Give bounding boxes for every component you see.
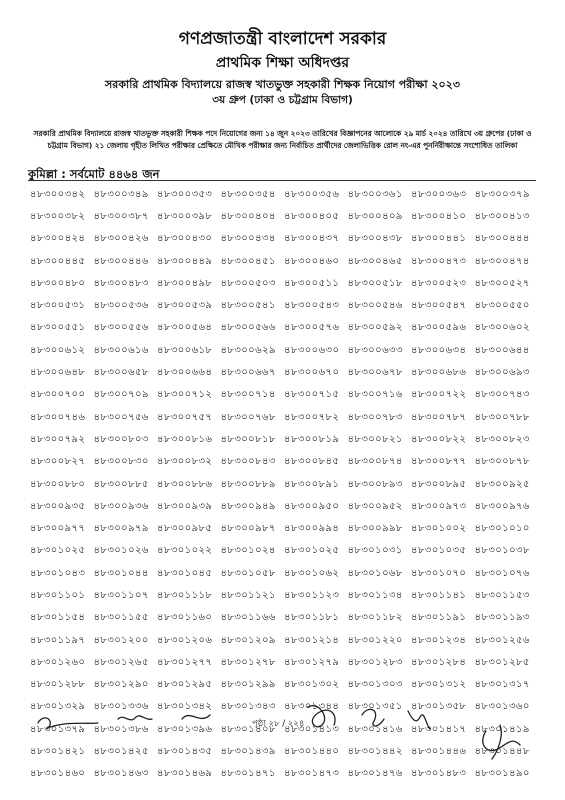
roll-number: ৪৮৩০০৮২৩ (474, 433, 530, 445)
roll-number: ৪৮৩০০৮৭৭ (411, 456, 467, 468)
roll-number: ৪৮৩০১১৫৪ (30, 612, 86, 624)
divider (28, 180, 536, 181)
roll-number: ৪৮৩০০৫৫০ (474, 300, 530, 312)
roll-number: ৪৮৩০১১৫৩ (474, 589, 530, 601)
roll-number: ৪৮৩০১০০২ (411, 523, 467, 535)
roll-number: ৪৮৩০০৯৮৭ (220, 523, 276, 535)
notice-text: সরকারি প্রাথমিক বিদ্যালয়ে রাজস্ব খাতভুক্ত সহকারী শিক্ষক পদে নিয়োগের জন্য ১৪ জুন ২০২৩ তারিখের বিজ্ঞাপনের আলোকে ২৯ মার্চ ২০২৪ তারিখে ৩য় গ্রুপের (ঢাকা ও চট্টগ্রাম বিভাগ) ২১ জেলায় গৃহীত লিখিত পরীক্ষার প্রেক্ষিতে মৌখিক পরীক্ষার জন্য নির্বাচিত প্রার্থীদের জেলাভিত্তিক রোল নং-এর পুনর্নিরীক্ষান্তে সংশোধিত তালিকা (33, 129, 532, 150)
roll-number: ৪৮৩০১২০০ (93, 634, 149, 646)
roll-number: ৪৮৩০১০৩৫ (411, 545, 467, 557)
roll-number: ৪৮৩০০৫১৮ (347, 277, 403, 289)
roll-number: ৪৮৩০০৯৫০ (284, 500, 340, 512)
roll-number: ৪৮৩০১০২৫ (30, 545, 86, 557)
roll-number: ৪৮৩০০৬৪৮ (30, 367, 86, 379)
roll-number: ৪৮৩০১১০৭ (93, 589, 149, 601)
roll-number: ৪৮৩০০৮৩২ (157, 456, 213, 468)
roll-number: ৪৮৩০০৮৯১ (284, 478, 340, 490)
roll-number: ৪৮৩০১২০৬ (157, 634, 213, 646)
roll-number: ৪৮৩০০৪৫১ (220, 255, 276, 267)
roll-number: ৪৮৩০০৮১৬ (157, 433, 213, 445)
roll-number: ৪৮৩০০৪৪৬ (93, 255, 149, 267)
roll-number: ৪৮৩০১২২০ (347, 634, 403, 646)
roll-number: ৪৮৩০০৫৪৭ (411, 300, 467, 312)
roll-number: ৪৮৩০১০৭০ (411, 567, 467, 579)
roll-number: ৪৮৩০০৮৭৮ (474, 456, 530, 468)
roll-number: ৪৮৩০০৬৬৭ (220, 367, 276, 379)
roll-number: ৪৮৩০০৯৭৬ (474, 500, 530, 512)
roll-number: ৪৮৩০১৪২৫ (93, 746, 149, 758)
roll-number: ৪৮৩০১৩১২ (411, 679, 467, 691)
roll-number: ৪৮৩০০৩৮২ (30, 210, 86, 222)
roll-number: ৪৮৩০০৭৯২ (30, 433, 86, 445)
roll-number: ৪৮৩০০৮৮০ (30, 478, 86, 490)
roll-number: ৪৮৩০০৩৯৮ (157, 210, 213, 222)
roll-number: ৪৮৩০১২১৪ (284, 634, 340, 646)
roll-number: ৪৮৩০০৫৪৩ (284, 300, 340, 312)
signatures (0, 695, 565, 785)
roll-number: ৪৮৩০০৫৫১ (30, 322, 86, 334)
roll-number: ৪৮৩০০৪৪৪ (474, 233, 530, 245)
roll-number: ৪৮৩০০৬৫৮ (93, 367, 149, 379)
roll-number: ৪৮৩০০৬৩৪ (411, 344, 467, 356)
roll-number: ৪৮৩০০৬০২ (474, 322, 530, 334)
roll-number: ৪৮৩০০৭১৫ (284, 389, 340, 401)
roll-number: ৪৮৩০১১৯৩ (474, 612, 530, 624)
roll-number: ৪৮৩০০৯৭৭ (30, 523, 86, 535)
roll-number: ৪৮৩০০৪০৪ (220, 210, 276, 222)
roll-number: ৪৮৩০১৪৪২ (347, 746, 403, 758)
roll-number: ৪৮৩০১০৩১ (347, 545, 403, 557)
roll-number: ৪৮৩০০৭৪৬ (30, 411, 86, 423)
roll-number: ৪৮৩০০৮১৯ (284, 433, 340, 445)
roll-number: ৪৮৩০১৩৩৬ (93, 701, 149, 713)
district-heading: কুমিল্লা : সর্বমোট ৪৪৬৪ জন (28, 167, 160, 181)
roll-number: ৪৮৩০০৯২৫ (474, 478, 530, 490)
roll-number: ৪৮৩০০৫৩১ (30, 300, 86, 312)
roll-number: ৪৮৩০১৪১৯ (474, 723, 530, 735)
roll-number: ৪৮৩০১১৬০ (157, 612, 213, 624)
roll-number: ৪৮৩০১১৯৭ (30, 634, 86, 646)
roll-number: ৪৮৩০০৪১০ (411, 210, 467, 222)
roll-number: ৪৮৩০০৬৩০ (284, 344, 340, 356)
roll-number: ৪৮৩০১১২৩ (284, 589, 340, 601)
roll-number: ৪৮৩০০৭৫৭ (157, 411, 213, 423)
roll-number: ৪৮৩০১২৮৮ (30, 679, 86, 691)
roll-number: ৪৮৩০০৮২১ (347, 433, 403, 445)
roll-number: ৪৮৩০০৫৪১ (220, 300, 276, 312)
roll-number: ৪৮৩০০৮৮৬ (157, 478, 213, 490)
roll-number: ৪৮৩০০৭৮৩ (347, 411, 403, 423)
roll-number: ৪৮৩০০৯৪৯ (220, 500, 276, 512)
roll-number: ৪৮৩০১৩৫১ (347, 701, 403, 713)
roll-number: ৪৮৩০১৪৬৯ (157, 768, 213, 780)
roll-number: ৪৮৩০১২৬০ (30, 656, 86, 668)
roll-number: ৪৮৩০১৪৩৫ (157, 746, 213, 758)
roll-number: ৪৮৩০১৪৪৮ (474, 746, 530, 758)
roll-number: ৪৮৩০০৭৫৬ (93, 411, 149, 423)
roll-number: ৪৮৩০০৮৯৫ (411, 478, 467, 490)
roll-number: ৪৮৩০০৮৮৫ (93, 478, 149, 490)
roll-number: ৪৮৩০০৭৮৮ (474, 411, 530, 423)
roll-number: ৪৮৩০০৭১২ (157, 389, 213, 401)
roll-number: ৪৮৩০১৪১৬ (347, 723, 403, 735)
roll-number: ৪৮৩০১২৭৭ (157, 656, 213, 668)
roll-number: ৪৮৩০০৫২৭ (474, 277, 530, 289)
roll-number: ৪৮৩০০৫৬৬ (220, 322, 276, 334)
roll-number: ৪৮৩০০৫৩৬ (93, 300, 149, 312)
roll-number: ৪৮৩০০৭৮২ (284, 411, 340, 423)
roll-number: ৪৮৩০০৪২৪ (30, 233, 86, 245)
roll-number: ৪৮৩০০৪৭৪ (474, 255, 530, 267)
roll-number: ৪৮৩০০৪৪১ (411, 233, 467, 245)
roll-number: ৪৮৩০০৬১৮ (157, 344, 213, 356)
roll-number: ৪৮৩০০৮৪৩ (220, 456, 276, 468)
roll-number: ৪৮৩০০৩৭৯ (474, 188, 530, 200)
roll-number: ৪৮৩০০৩৪৯ (93, 188, 149, 200)
roll-number: ৪৮৩০১১৫৫ (93, 612, 149, 624)
roll-number: ৪৮৩০১২০৯ (220, 634, 276, 646)
roll-number: ৪৮৩০১০৪৩ (30, 567, 86, 579)
roll-number: ৪৮৩০০৪৩৭ (284, 233, 340, 245)
roll-number: ৪৮৩০১০৭৬ (474, 567, 530, 579)
roll-number: ৪৮৩০১১৮১ (284, 612, 340, 624)
roll-number: ৪৮৩০১০২৪ (220, 545, 276, 557)
roll-number: ৪৮৩০০৩৮৭ (93, 210, 149, 222)
roll-number: ৪৮৩০১২৬৫ (93, 656, 149, 668)
roll-number: ৪৮৩০০৪৪৫ (30, 255, 86, 267)
roll-number: ৪৮৩০০৯৯৪ (284, 523, 340, 535)
roll-number: ৪৮৩০১২৮৩ (347, 656, 403, 668)
roll-number: ৪৮৩০১৩০৩ (347, 679, 403, 691)
roll-number: ৪৮৩০০৯৩৬ (93, 500, 149, 512)
roll-number: ৪৮৩০০৫৯২ (347, 322, 403, 334)
roll-number: ৪৮৩০১২৮৪ (411, 656, 467, 668)
roll-number: ৪৮৩০১০১০ (474, 523, 530, 535)
roll-number: ৪৮৩০০৪০৯ (347, 210, 403, 222)
roll-number: ৪৮৩০০৬৩৩ (347, 344, 403, 356)
roll-number: ৪৮৩০০৪৩৮ (347, 233, 403, 245)
roll-number: ৪৮৩০০৯৯৮ (347, 523, 403, 535)
roll-number: ৪৮৩০১১২১ (220, 589, 276, 601)
roll-number: ৪৮৩০০৮৩০ (93, 456, 149, 468)
roll-number: ৪৮৩০০৭৬৮ (220, 411, 276, 423)
roll-number: ৪৮৩০১৪৮৩ (411, 768, 467, 780)
roll-number: ৪৮৩০১৪৭১ (220, 768, 276, 780)
roll-number: ৪৮৩০০৬২৯ (220, 344, 276, 356)
roll-number: ৪৮৩০১০৪৪ (93, 567, 149, 579)
roll-number: ৪৮৩০০৬৪৪ (474, 344, 530, 356)
exam-title: সরকারি প্রাথমিক বিদ্যালয়ে রাজস্ব খাতভুক্ত সহকারী শিক্ষক নিয়োগ পরীক্ষা ২০২৩ (105, 78, 460, 91)
roll-number: ৪৮৩০০৫৪৬ (347, 300, 403, 312)
roll-number: ৪৮৩০১০৬৮ (347, 567, 403, 579)
roll-number: ৪৮৩০০৩৬৩ (411, 188, 467, 200)
roll-number: ৪৮৩০০৪৬০ (284, 255, 340, 267)
roll-number: ৪৮৩০০৩৫৬ (284, 188, 340, 200)
roll-number: ৪৮৩০০৬৭০ (284, 367, 340, 379)
roll-number: ৪৮৩০১১০১ (30, 589, 86, 601)
roll-number: ৪৮৩০০৭২২ (411, 389, 467, 401)
roll-number: ৪৮৩০০৭০০ (30, 389, 86, 401)
roll-number: ৪৮৩০০৩৫৩ (157, 188, 213, 200)
roll-number: ৪৮৩০১০৩৮ (474, 545, 530, 557)
roll-number: ৪৮৩০১৪০৮ (220, 723, 276, 735)
roll-number: ৪৮৩০০৪৯৮ (157, 277, 213, 289)
roll-number: ৪৮৩০১৩৪৪ (284, 701, 340, 713)
roll-number: ৪৮৩০০৫৭৬ (284, 322, 340, 334)
roll-number: ৪৮৩০০৯৭৯ (93, 523, 149, 535)
roll-number: ৪৮৩০০৭১৬ (347, 389, 403, 401)
roll-number: ৪৮৩০১৪৬০ (30, 768, 86, 780)
group-title: ৩য় গ্রুপ (ঢাকা ও চট্টগ্রাম বিভাগ) (212, 94, 353, 106)
roll-number: ৪৮৩০১৪২১ (30, 746, 86, 758)
roll-number: ৪৮৩০১২৫৬ (474, 634, 530, 646)
roll-number: ৪৮৩০০৮৯৩ (347, 478, 403, 490)
roll-number: ৪৮৩০০৫১১ (284, 277, 340, 289)
roll-number: ৪৮৩০০৪৬৫ (347, 255, 403, 267)
roll-number: ৪৮৩০১০২৫ (284, 545, 340, 557)
roll-number: ৪৮৩০১৪৪৬ (411, 746, 467, 758)
roll-number: ৪৮৩০০৪০৫ (284, 210, 340, 222)
roll-number: ৪৮৩০১১১৮ (157, 589, 213, 601)
roll-number: ৪৮৩০০৩৬১ (347, 188, 403, 200)
roll-number: ৪৮৩০১১৯১ (411, 612, 467, 624)
roll-number: ৪৮৩০০৪২৬ (93, 233, 149, 245)
roll-number: ৪৮৩০০৪৩৪ (220, 233, 276, 245)
roll-number: ৪৮৩০১৪৬৩ (93, 768, 149, 780)
roll-number: ৪৮৩০০৯৭৩ (411, 500, 467, 512)
roll-number: ৪৮৩০০৫৯৬ (411, 322, 467, 334)
roll-number: ৪৮৩০০৫৩৯ (157, 300, 213, 312)
roll-number: ৪৮৩০০৮০৩ (93, 433, 149, 445)
roll-number: ৪৮৩০১০৬২ (284, 567, 340, 579)
roll-number: ৪৮৩০০৬৬৪ (157, 367, 213, 379)
roll-number: ৪৮৩০০৬১২ (30, 344, 86, 356)
roll-number: ৪৮৩০০৫৬৪ (157, 322, 213, 334)
roll-number: ৪৮৩০০৪১৩ (474, 210, 530, 222)
roll-number: ৪৮৩০১৩০২ (284, 679, 340, 691)
roll-number: ৪৮৩০১২৯৫ (157, 679, 213, 691)
roll-number: ৪৮৩০১৩৫৮ (411, 701, 467, 713)
roll-number: ৪৮৩০০৩৫৪ (220, 188, 276, 200)
roll-number: ৪৮৩০০৮৮৯ (220, 478, 276, 490)
roll-number: ৪৮৩০১৩৬০ (474, 701, 530, 713)
roll-number: ৪৮৩০১৩৭৯ (30, 723, 86, 735)
roll-number: ৪৮৩০০৯৩৫ (30, 500, 86, 512)
roll-number: ৪৮৩০১৩২৯ (30, 701, 86, 713)
roll-number: ৪৮৩০০৭৮৭ (411, 411, 467, 423)
roll-number: ৪৮৩০০৪৭৩ (411, 255, 467, 267)
roll-number: ৪৮৩০০৯৩৯ (157, 500, 213, 512)
document-header (0, 28, 565, 107)
roll-number: ৪৮৩০১৪১৭ (411, 723, 467, 735)
roll-number: ৪৮৩০০৮২২ (411, 433, 467, 445)
roll-number: ৪৮৩০০৪৮০ (30, 277, 86, 289)
roll-number: ৪৮৩০০৬৮৬ (411, 367, 467, 379)
roll-number: ৪৮৩০০৭৪৩ (474, 389, 530, 401)
roll-number: ৪৮৩০১৩৯৬ (157, 723, 213, 735)
roll-number: ৪৮৩০০৩৪২ (30, 188, 86, 200)
roll-number: ৪৮৩০০৬১৬ (93, 344, 149, 356)
roll-number: ৪৮৩০০৫২৩ (411, 277, 467, 289)
roll-number: ৪৮৩০০৮৭৪ (347, 456, 403, 468)
roll-number: ৪৮৩০১১৩৪ (347, 589, 403, 601)
roll-number: ৪৮৩০১০৫৮ (220, 567, 276, 579)
roll-number: ৪৮৩০১৪৩৯ (220, 746, 276, 758)
roll-number: ৪৮৩০০৫৫৬ (93, 322, 149, 334)
roll-number: ৪৮৩০০৮১৮ (220, 433, 276, 445)
roll-number: ৪৮৩০১১৬৬ (220, 612, 276, 624)
roll-number: ৪৮৩০০৪৩০ (157, 233, 213, 245)
roll-number: ৪৮৩০০৮২৭ (30, 456, 86, 468)
roll-number: ৪৮৩০১৩১৭ (474, 679, 530, 691)
roll-number: ৪৮৩০০৮৪৫ (284, 456, 340, 468)
roll-number: ৪৮৩০১৩৮৬ (93, 723, 149, 735)
roll-number: ৪৮৩০১৪৭৩ (284, 768, 340, 780)
roll-number: ৪৮৩০১৪৯০ (474, 768, 530, 780)
government-title: গণপ্রজাতন্ত্রী বাংলাদেশ সরকার (178, 29, 387, 49)
roll-number: ৪৮৩০১২৯০ (93, 679, 149, 691)
roll-number: ৪৮৩০১১৪১ (411, 589, 467, 601)
roll-number: ৪৮৩০১২৯৯ (220, 679, 276, 691)
roll-number: ৪৮৩০১৩৪২ (157, 701, 213, 713)
roll-number: ৪৮৩০১২৭৮ (220, 656, 276, 668)
roll-number: ৪৮৩০০৪৪৯ (157, 255, 213, 267)
roll-number: ৪৮৩০০৯৫২ (347, 500, 403, 512)
roll-number: ৪৮৩০১২৭৯ (284, 656, 340, 668)
roll-number: ৪৮৩০০৪৮৩ (93, 277, 149, 289)
roll-number: ৪৮৩০১৩৪৩ (220, 701, 276, 713)
roll-number: ৪৮৩০০৬৭৮ (347, 367, 403, 379)
roll-number: ৪৮৩০০৯৮৫ (157, 523, 213, 535)
roll-number: ৪৮৩০১২৮৫ (474, 656, 530, 668)
roll-number: ৪৮৩০১০২২ (157, 545, 213, 557)
roll-number: ৪৮৩০১৪৪০ (284, 746, 340, 758)
roll-number: ৪৮৩০০৫০৩ (220, 277, 276, 289)
roll-number: ৪৮৩০১০৪৫ (157, 567, 213, 579)
roll-number: ৪৮৩০১৪৭৬ (347, 768, 403, 780)
roll-number: ৪৮৩০১১৮২ (347, 612, 403, 624)
roll-number: ৪৮৩০১৪১৩ (284, 723, 340, 735)
roll-number: ৪৮৩০১২৩৪ (411, 634, 467, 646)
roll-number: ৪৮৩০০৭১৪ (220, 389, 276, 401)
roll-number: ৪৮৩০১০২৬ (93, 545, 149, 557)
directorate-title: প্রাথমিক শিক্ষা অধিদপ্তর (215, 55, 350, 71)
page-number: পৃষ্ঠা ২৮ / ২২৪ (252, 719, 305, 729)
roll-number: ৪৮৩০০৭০৯ (93, 389, 149, 401)
roll-number: ৪৮৩০০৬৯৩ (474, 367, 530, 379)
